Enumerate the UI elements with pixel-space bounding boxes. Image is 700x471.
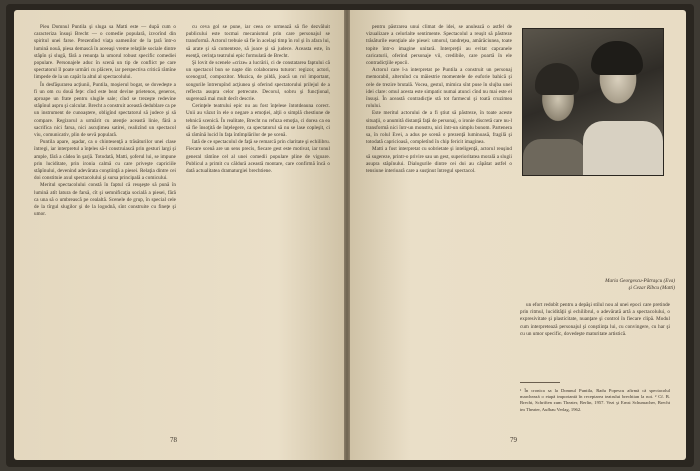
open-book (6, 4, 694, 467)
paragraph: Iată de ce spectacolul de faţă se remarcă prin claritate şi echilibru. Fiecare scenă are un sens precis, fiecare gest este motivat, iar tonul general rămîne cel al unei comedii populare pline de vigoare. Publicul a primit cu căldură această montare, care confirmă încă o dată actualitatea dramaturgiei brechtiene. (186, 139, 330, 175)
paragraph: Cerinţele teatrului epic nu au fost înţelese întotdeauna corect. Unii au văzut în ele o negare a emoţiei, alţii o simplă chestiune de tehnică scenică. În realitate, Brecht nu refuza emoţia, ci dorea ca ea să fie însoţită de înţelegere, ca spectatorul să nu se lase copleşit, ci să rămînă lucid în faţa întîmplărilor de pe scenă. (186, 103, 330, 139)
paragraph: un efort redobît pentru a depăşi stilul nou al unei epoci care pretinde prin ritmul, lucidităţii şi echilibrul, o adevărată artă a spectacolului, o expresivitate şi plasticitate, nuanţare şi control în fiecare clipă. Modul cum interpretează personajul şi conştiinţa lui, cu convingere, cu har şi cu un umor specific, dovedeşte maturitate artistică. (520, 302, 670, 337)
footnote-rule (520, 382, 560, 383)
paragraph: Puntila apare, aşadar, ca o chintesenţă a trăsăturilor unei clase întregi, iar interpretul a înţeles să-l construiască prin gesturi largi şi ample, fără a cădea în şarjă. Totodată, Matti, şoferul lui, se impune prin luciditate, prin ironia calmă cu care priveşte capriciile stăpînului, devenind adevărata conştiinţă a piesei. Relaţia dintre cei doi constituie axul spectacolului şi sursa principală a comicului. (34, 139, 176, 182)
paragraph: Şi lovit de scenele «crize» a lucrării, ci de constatarea faptului că un spectacol bun se naşte din colaborarea tuturor: regizor, actori, scenograf, compozitor. Muzica, de pildă, joacă un rol important, songurile întrerupînd acţiunea şi oferind spectatorului prilejul de a reflecta asupra celor petrecute. Decorul, sobru şi funcţional, sugerează mai mult decît descrie. (186, 60, 330, 103)
production-photo (522, 28, 664, 176)
paragraph: În desfăşurarea acţiunii, Puntila, moşierul bogat, se dovedeşte a fi un om cu două feţe: cînd este beat devine prietenos, generos, aproape un frate pentru slugile sale; cînd se trezeşte redevine stăpînul aspru şi calculat. Brecht a construit această dedublare ca pe un instrument de cunoaştere, obligînd spectatorul să judece şi să compare. Regizorul a urmărit cu atenţie această linie, fără a sacrifica nici farsa, nici ascuţimea satirei, realizînd un spectacol viu, comunicativ, plin de sevă populară. (34, 81, 176, 139)
left-page (14, 10, 344, 460)
photo-figure-woman-hair (535, 63, 579, 95)
right-page (350, 10, 686, 460)
photo-caption: Maria Georgescu-Pătraşcu (Eva) şi Cezar Rîbcu (Matti) (605, 278, 675, 291)
paragraph: pentru păstrarea unui climat de idei, se anulează o astfel de vizualizare a celorlalte sentimente. Spectacolul a reuşit să păstreze trăsăturile esenţiale ale piesei: umorul, tandreţea, amărăciunea, toate topite într-o imagine unitară. Interpreţii au evitat capcanele caricaturii, oferind personaje vii, credibile, care poartă în ele contradicţiile epocii. (366, 24, 512, 67)
left-page-column-2 (186, 24, 330, 444)
photo-figure-man-hair (591, 41, 643, 75)
paragraph: Meritul spectacolului constă în faptul că reuşeşte să pună în lumină atît latura de farsă, cît şi semnificaţia socială a piesei, fără ca una să o umbrească pe cealaltă. Scenele de grup, în special cele de la tîrgul slugilor şi de la logodnă, sînt construite cu fineţe şi umor. (34, 182, 176, 218)
left-page-column-1 (34, 24, 176, 444)
paragraph: Este meritul actorului de a fi ştiut să păstreze, în toate aceste situaţii, o anumită distanţă faţă de personaj, o ironie discretă care nu-l transformă nici într-un monstru, nici într-un simplu bonom. Partenera sa, în rolul Evei, a adus pe scenă o prezenţă luminoasă, fragilă şi totodată capricioasă, completînd în chip fericit imaginea. (366, 110, 512, 146)
photo-figure-woman (523, 139, 587, 175)
footnote: ¹ În cronica sa la Domnul Puntila, Radu Popescu afirmă că spectacolul marchează o etapă importantă în receptarea teatrului brechtian la noi. ² Cf. B. Brecht, Schriften zum Theater, Berlin, 1957. Vezi şi Ernst Schumacher, Brecht im Theater, Aufbau Verlag, 1962. (520, 388, 670, 412)
photo-figure-man (583, 121, 663, 175)
page-number: 78 (170, 436, 177, 444)
paragraph: Pieu Domnul Puntila şi sluga sa Matti este — după cum o caracteriza însuşi Brecht — o comedie populară, izvorînd din spiritul unei farse. Prezentînd viaţa oamenilor de la ţară într-o lumină nouă, piesa demască în aceeaşi vreme relaţiile sociale dintre stăpîn şi slugă, fără a renunţa la umorul robust specific comediei populare. Personajele aduc în scenă un tip de conflict pe care spectatorul îl poate urmări cu plăcere, iar perspectiva critică rămîne limpede de la un capăt la altul al spectacolului. (34, 24, 176, 81)
paragraph: Actorul care l-a interpretat pe Puntila a construit un personaj memorabil, alternînd cu măiestrie momentele de euforie bahică şi cele de trezire brutală. Vocea, gestul, mimica sînt puse în slujba unei idei clare: omul acesta este simpatic numai atunci cînd nu mai este el însuşi. În această contradicţie stă tot farmecul şi toată cruzimea rolului. (366, 67, 512, 110)
paragraph: Matti a fost interpretat cu sobrietate şi inteligenţă, actorul reuşind să sugereze, printr-o privire sau un gest, superioritatea morală a slugii asupra stăpînului. Dialogurile dintre cei doi au căpătat astfel o tensiune interioară care a susţinut întregul spectacol. (366, 146, 512, 175)
page-number: 79 (510, 436, 517, 444)
paragraph: cu ceva gol se pune, iar ceea ce urmează să fie dezvăluit publicului este tocmai mecanismul prin care personajul se transformă. Actorul trebuie să fie în acelaşi timp în rol şi în afara lui, să arate şi să comenteze, să joace şi să judece. Aceasta este, în esenţă, cerinţa teatrului epic formulată de Brecht. (186, 24, 330, 59)
right-page-column-1 (366, 24, 512, 444)
